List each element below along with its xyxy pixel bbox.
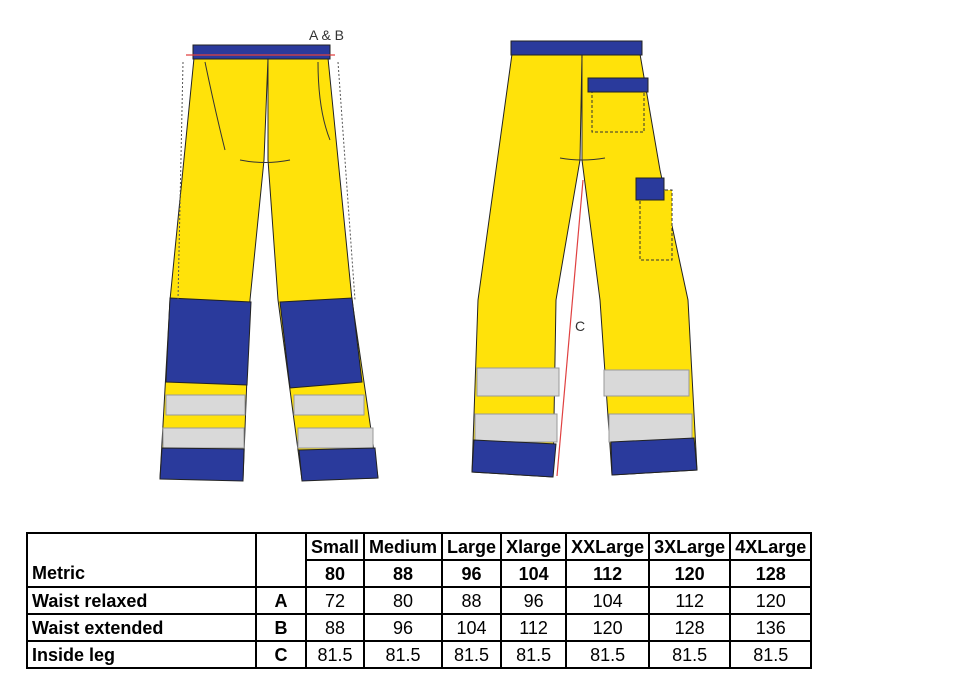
- table-cell: 72: [306, 587, 364, 614]
- metric-value: 80: [306, 560, 364, 587]
- front-left-knee-panel: [166, 298, 251, 385]
- waist-measure-label: A & B: [309, 27, 345, 43]
- back-left-hem: [472, 440, 556, 477]
- metric-value: 120: [649, 560, 730, 587]
- size-header-row: [27, 533, 811, 560]
- table-cell: 81.5: [501, 641, 566, 668]
- size-header: Large: [442, 533, 501, 560]
- table-row: [27, 641, 811, 668]
- back-right-stripe-2: [609, 414, 692, 442]
- metric-value: 104: [501, 560, 566, 587]
- table-cell: 120: [566, 614, 649, 641]
- row-label: Inside leg: [27, 641, 256, 668]
- table-cell: 128: [649, 614, 730, 641]
- table-cell: 96: [364, 614, 442, 641]
- front-right-knee-panel: [280, 298, 362, 388]
- table-cell: 104: [566, 587, 649, 614]
- back-view-trousers: [472, 41, 697, 477]
- size-header: 3XLarge: [649, 533, 730, 560]
- table-cell: 112: [501, 614, 566, 641]
- metric-value: 96: [442, 560, 501, 587]
- table-cell: 136: [730, 614, 811, 641]
- table-cell: 81.5: [364, 641, 442, 668]
- thigh-pocket-flap: [636, 178, 664, 200]
- back-right-hem: [611, 438, 697, 475]
- table-cell: 88: [442, 587, 501, 614]
- row-label: Waist relaxed: [27, 587, 256, 614]
- table-cell: 96: [501, 587, 566, 614]
- size-header: Xlarge: [501, 533, 566, 560]
- table-cell: 104: [442, 614, 501, 641]
- metric-value: 88: [364, 560, 442, 587]
- table-cell: 81.5: [442, 641, 501, 668]
- front-waistband: [193, 45, 330, 59]
- table-row: [27, 587, 811, 614]
- size-header: XXLarge: [566, 533, 649, 560]
- metric-row: [27, 560, 811, 587]
- front-right-hem: [299, 448, 378, 481]
- back-pocket-flap: [588, 78, 648, 92]
- table-cell: 112: [649, 587, 730, 614]
- size-chart-table: [26, 532, 812, 669]
- size-header: 4XLarge: [730, 533, 811, 560]
- metric-value: 112: [566, 560, 649, 587]
- size-header: Medium: [364, 533, 442, 560]
- leg-measure-label: C: [575, 318, 586, 334]
- table-cell: 80: [364, 587, 442, 614]
- front-left-stripe-1: [166, 395, 245, 415]
- metric-value: 128: [730, 560, 811, 587]
- metric-label: Metric: [27, 560, 256, 587]
- table-cell: 81.5: [730, 641, 811, 668]
- table-cell: 81.5: [306, 641, 364, 668]
- table-cell: 81.5: [649, 641, 730, 668]
- front-view-trousers: [160, 45, 378, 481]
- front-right-stripe-2: [298, 428, 373, 448]
- back-right-stripe-1: [604, 370, 689, 396]
- back-left-stripe-1: [477, 368, 559, 396]
- size-header: Small: [306, 533, 364, 560]
- front-left-leg: [160, 58, 268, 480]
- table-cell: 88: [306, 614, 364, 641]
- front-right-stripe-1: [294, 395, 364, 415]
- back-left-stripe-2: [475, 414, 557, 442]
- front-left-hem: [160, 448, 244, 481]
- back-waistband: [511, 41, 642, 55]
- table-row: [27, 614, 811, 641]
- row-code: A: [256, 587, 306, 614]
- table-cell: 120: [730, 587, 811, 614]
- row-code: B: [256, 614, 306, 641]
- front-left-stripe-2: [163, 428, 244, 448]
- front-right-leg: [268, 58, 378, 480]
- table-cell: 81.5: [566, 641, 649, 668]
- row-code: C: [256, 641, 306, 668]
- row-label: Waist extended: [27, 614, 256, 641]
